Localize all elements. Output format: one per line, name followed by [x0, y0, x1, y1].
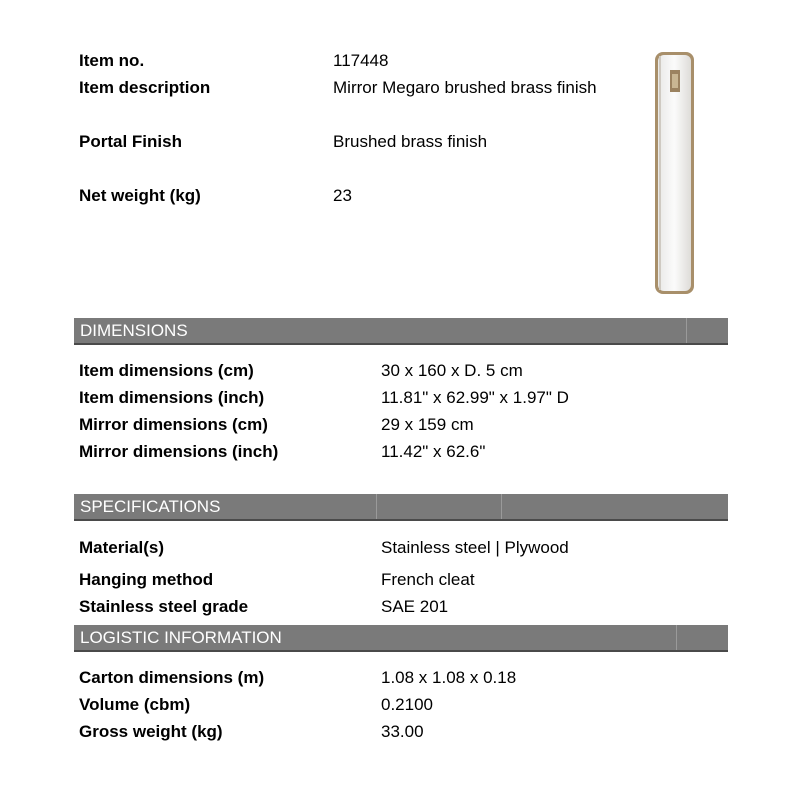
- portal-finish-value: Brushed brass finish: [333, 132, 488, 151]
- specifications-header: [74, 494, 728, 521]
- logistics-header: [74, 625, 728, 652]
- carton-dimensions-value: 1.08 x 1.08 x 0.18: [381, 668, 517, 687]
- mirror-dimensions-inch-label: Mirror dimensions (inch): [79, 442, 279, 461]
- header-divider: [686, 318, 687, 343]
- materials-value: Stainless steel | Plywood: [381, 538, 569, 557]
- volume-label: Volume (cbm): [79, 695, 191, 714]
- volume-value: 0.2100: [381, 695, 433, 714]
- item-description-value: Mirror Megaro brushed brass finish: [333, 78, 597, 97]
- item-description-label: Item description: [79, 78, 211, 97]
- header-divider: [376, 494, 377, 519]
- item-dimensions-inch-value: 11.81" x 62.99" x 1.97" D: [381, 388, 569, 407]
- mirror-dimensions-inch-value: 11.42" x 62.6": [381, 442, 486, 461]
- mirror-image: [652, 50, 697, 296]
- steel-grade-label: Stainless steel grade: [79, 597, 249, 616]
- dimensions-header: [74, 318, 728, 345]
- logistics-title: LOGISTIC INFORMATION: [80, 628, 282, 647]
- item-dimensions-cm-value: 30 x 160 x D. 5 cm: [381, 361, 523, 380]
- mirror-dimensions-cm-value: 29 x 159 cm: [381, 415, 474, 434]
- net-weight-label: Net weight (kg): [79, 186, 201, 205]
- header-divider: [676, 625, 677, 650]
- gross-weight-label: Gross weight (kg): [79, 722, 223, 741]
- carton-dimensions-label: Carton dimensions (m): [79, 668, 265, 687]
- mirror-dimensions-cm-label: Mirror dimensions (cm): [79, 415, 268, 434]
- header-divider: [501, 494, 502, 519]
- net-weight-value: 23: [333, 186, 352, 205]
- item-no-value: 117448: [333, 51, 389, 70]
- dimensions-title: DIMENSIONS: [80, 321, 188, 340]
- specifications-title: SPECIFICATIONS: [80, 497, 221, 516]
- hanging-method-label: Hanging method: [79, 570, 214, 589]
- steel-grade-value: SAE 201: [381, 597, 449, 616]
- materials-label: Material(s): [79, 538, 165, 557]
- item-no-label: Item no.: [79, 51, 145, 70]
- item-dimensions-inch-label: Item dimensions (inch): [79, 388, 265, 407]
- item-dimensions-cm-label: Item dimensions (cm): [79, 361, 254, 380]
- gross-weight-value: 33.00: [381, 722, 424, 741]
- hanging-method-value: French cleat: [381, 570, 475, 589]
- portal-finish-label: Portal Finish: [79, 132, 182, 151]
